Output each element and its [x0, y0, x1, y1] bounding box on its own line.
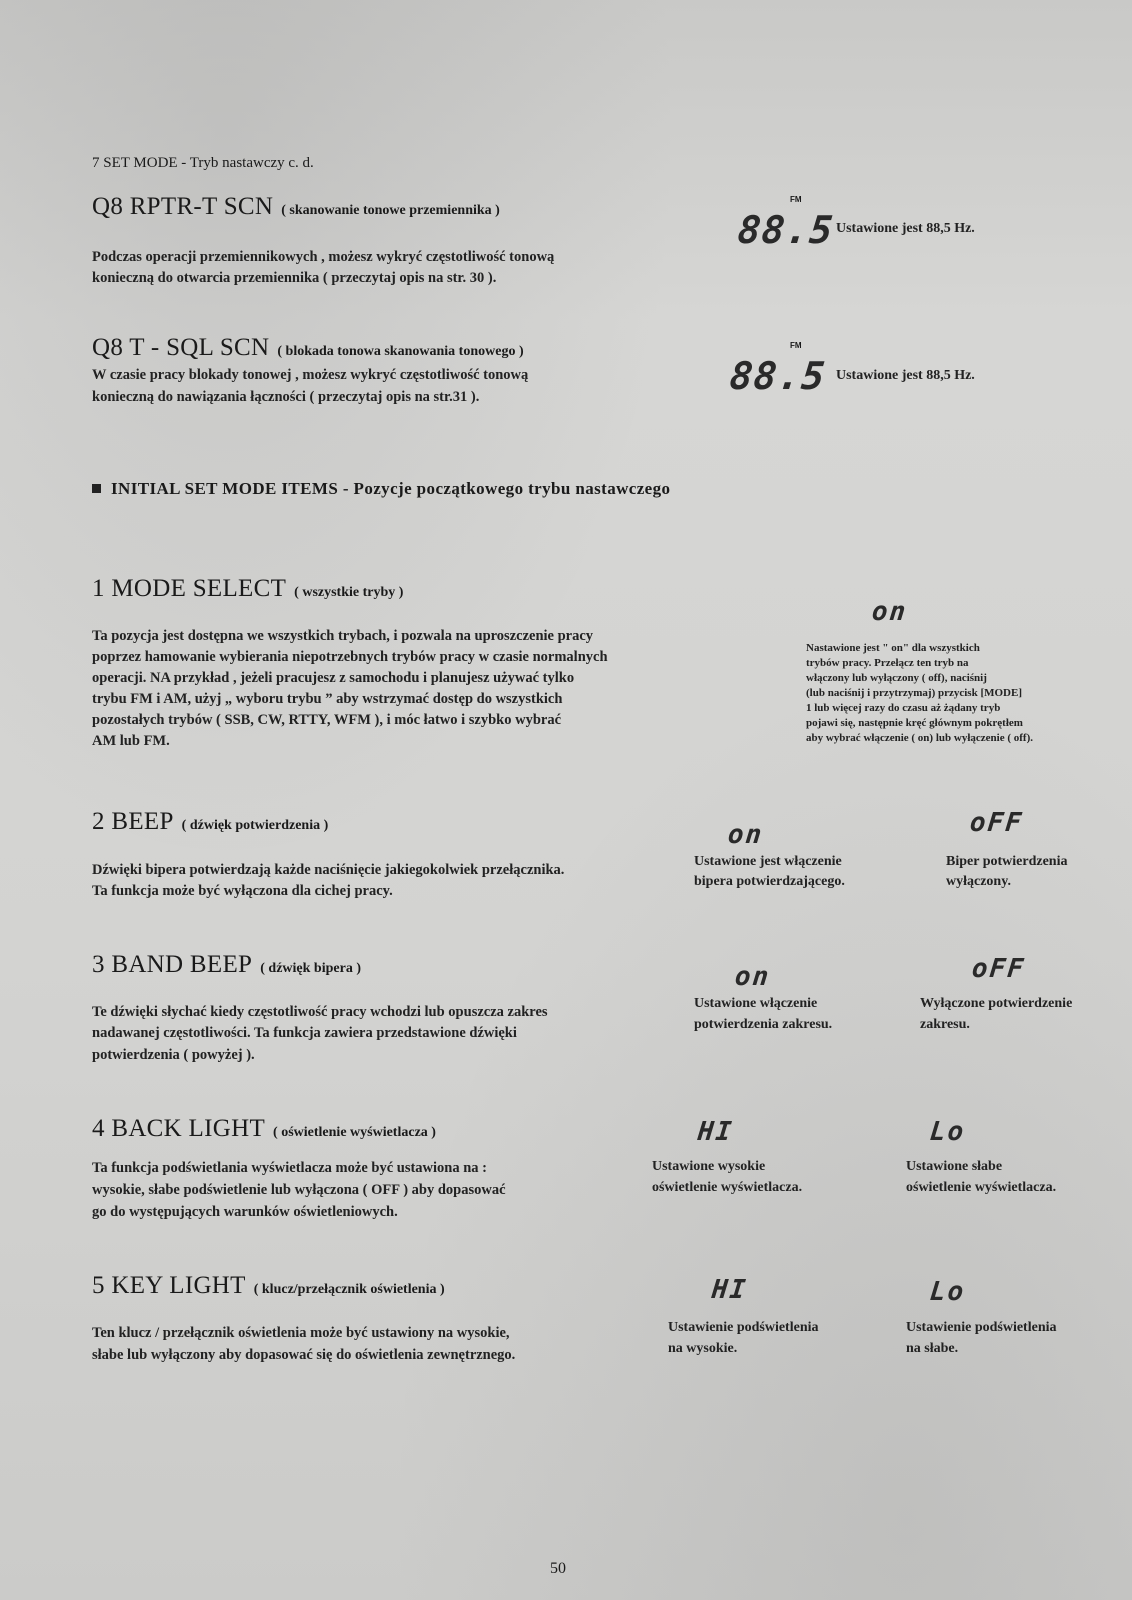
mode-select-title-text: 1 MODE SELECT [92, 575, 287, 602]
desc-line: AM lub FM. [92, 733, 170, 749]
q8-rptr-caption: Ustawione jest 88,5 Hz. [836, 221, 975, 236]
lcd-off-display: oFF [968, 808, 1025, 838]
q8-rptr-title [92, 193, 500, 221]
beep-desc-1: Dźwięki bipera potwierdzają każde naciśnięcie jakiegokolwiek przełącznika. [92, 862, 565, 878]
q8-rptr-subtitle: ( skanowanie tonowe przemiennika ) [281, 203, 500, 218]
lcd-on-display: on [870, 597, 909, 627]
beep-title-text: 2 BEEP [92, 808, 174, 835]
key-light-title [92, 1272, 445, 1300]
key-light-title-text: 5 KEY LIGHT [92, 1272, 246, 1299]
note-line: (lub naciśnij i przytrzymaj) przycisk [MODE] [806, 687, 1022, 699]
beep-on-caption-2: bipera potwierdzającego. [694, 874, 845, 889]
back-light-lo-caption-2: oświetlenie wyświetlacza. [906, 1180, 1057, 1195]
lcd-hi-display: HI [696, 1117, 735, 1147]
q8-tsql-caption: Ustawione jest 88,5 Hz. [836, 368, 975, 383]
mode-select-subtitle: ( wszystkie tryby ) [294, 585, 404, 600]
fm-indicator: FM [790, 195, 802, 204]
bullet-square-icon [92, 484, 101, 493]
back-light-lo-caption-1: Ustawione słabe [906, 1159, 1003, 1174]
q8-rptr-desc-2: konieczną do otwarcia przemiennika ( przeczytaj opis na str. 30 ). [92, 270, 497, 286]
band-beep-off-caption-1: Wyłączone potwierdzenie [920, 996, 1073, 1011]
desc-line: trybu FM i AM, użyj „ wyboru trybu ” aby wstrzymać dostęp do wszystkich [92, 691, 563, 707]
back-light-desc-2: wysokie, słabe podświetlenie lub wyłączona ( OFF ) aby dopasować [92, 1182, 506, 1198]
beep-on-caption-1: Ustawione jest włączenie [694, 854, 842, 869]
band-beep-desc-2: nadawanej częstotliwości. Ta funkcja zawiera przedstawione dźwięki [92, 1025, 517, 1041]
mode-select-note [806, 641, 1033, 746]
desc-line: pozostałych trybów ( SSB, CW, RTTY, WFM ), i móc łatwo i szybko wybrać [92, 712, 562, 728]
beep-title [92, 808, 328, 836]
band-beep-title-text: 3 BAND BEEP [92, 951, 253, 978]
desc-line: operacji. NA przykład , jeżeli pracujesz z samochodu i planujesz używać tylko [92, 670, 575, 686]
band-beep-off-caption-2: zakresu. [920, 1017, 970, 1032]
lcd-on-display: on [733, 962, 772, 992]
back-light-hi-caption-1: Ustawione wysokie [652, 1159, 766, 1174]
band-beep-desc-3: potwierdzenia ( powyżej ). [92, 1047, 255, 1063]
q8-tsql-desc-1: W czasie pracy blokady tonowej , możesz wykryć częstotliwość tonową [92, 367, 529, 383]
back-light-subtitle: ( oświetlenie wyświetlacza ) [273, 1125, 436, 1140]
key-light-subtitle: ( klucz/przełącznik oświetlenia ) [253, 1282, 445, 1297]
q8-tsql-subtitle: ( blokada tonowa skanowania tonowego ) [277, 344, 524, 359]
fm-indicator: FM [790, 341, 802, 350]
mode-select-title [92, 575, 403, 603]
beep-subtitle: ( dźwięk potwierdzenia ) [181, 818, 329, 833]
key-light-hi-caption-1: Ustawienie podświetlenia [668, 1320, 819, 1335]
section-heading [92, 479, 670, 499]
note-line: trybów pracy. Przełącz ten tryb na [806, 657, 969, 669]
key-light-lo-caption-2: na słabe. [906, 1341, 959, 1356]
note-line: aby wybrać włączenie ( on) lub wyłączenie ( off). [806, 732, 1033, 744]
lcd-lo-display: Lo [928, 1277, 967, 1307]
q8-rptr-title-text: Q8 RPTR-T SCN [92, 193, 274, 220]
q8-tsql-title-text: Q8 T - SQL SCN [92, 334, 270, 361]
lcd-tone-display: 88.5 [727, 354, 828, 398]
q8-tsql-desc-2: konieczną do nawiązania łączności ( przeczytaj opis na str.31 ). [92, 389, 480, 405]
back-light-desc-1: Ta funkcja podświetlania wyświetlacza może być ustawiona na : [92, 1160, 488, 1176]
key-light-hi-caption-2: na wysokie. [668, 1341, 738, 1356]
back-light-desc-3: go do występujących warunków oświetleniowych. [92, 1204, 398, 1220]
back-light-hi-caption-2: oświetlenie wyświetlacza. [652, 1180, 803, 1195]
q8-tsql-title [92, 334, 524, 362]
back-light-title-text: 4 BACK LIGHT [92, 1115, 266, 1142]
band-beep-on-caption-2: potwierdzenia zakresu. [694, 1017, 833, 1032]
lcd-tone-display: 88.5 [735, 208, 836, 252]
section-heading-text: INITIAL SET MODE ITEMS - Pozycje początkowego trybu nastawczego [111, 479, 671, 498]
lcd-off-display: oFF [970, 954, 1027, 984]
lcd-hi-display: HI [710, 1275, 749, 1305]
desc-line: poprzez hamowanie wybierania niepotrzebnych trybów pracy w czasie normalnych [92, 649, 608, 665]
key-light-desc-1: Ten klucz / przełącznik oświetlenia może być ustawiony na wysokie, [92, 1325, 510, 1341]
lcd-lo-display: Lo [928, 1117, 967, 1147]
page-header: 7 SET MODE - Tryb nastawczy c. d. [92, 155, 314, 171]
band-beep-on-caption-1: Ustawione włączenie [694, 996, 818, 1011]
band-beep-subtitle: ( dźwięk bipera ) [260, 961, 361, 976]
key-light-desc-2: słabe lub wyłączony aby dopasować się do oświetlenia zewnętrznego. [92, 1347, 516, 1363]
back-light-title [92, 1115, 436, 1143]
key-light-lo-caption-1: Ustawienie podświetlenia [906, 1320, 1057, 1335]
note-line: Nastawione jest " on" dla wszystkich [806, 642, 980, 654]
mode-select-description [92, 626, 608, 752]
beep-off-caption-2: wyłączony. [946, 874, 1011, 889]
lcd-on-display: on [726, 820, 765, 850]
beep-off-caption-1: Biper potwierdzenia [946, 854, 1068, 869]
note-line: 1 lub więcej razy do czasu aż żądany tryb [806, 702, 1001, 714]
note-line: pojawi się, następnie kręć głównym pokrętłem [806, 717, 1023, 729]
page-number: 50 [550, 1560, 566, 1577]
desc-line: Ta pozycja jest dostępna we wszystkich trybach, i pozwala na uproszczenie pracy [92, 628, 594, 644]
band-beep-desc-1: Te dźwięki słychać kiedy częstotliwość pracy wchodzi lub opuszcza zakres [92, 1004, 548, 1020]
band-beep-title [92, 951, 361, 979]
beep-desc-2: Ta funkcja może być wyłączona dla cichej pracy. [92, 883, 393, 899]
note-line: włączony lub wyłączony ( off), naciśnij [806, 672, 987, 684]
q8-rptr-desc-1: Podczas operacji przemiennikowych , możesz wykryć częstotliwość tonową [92, 249, 555, 265]
